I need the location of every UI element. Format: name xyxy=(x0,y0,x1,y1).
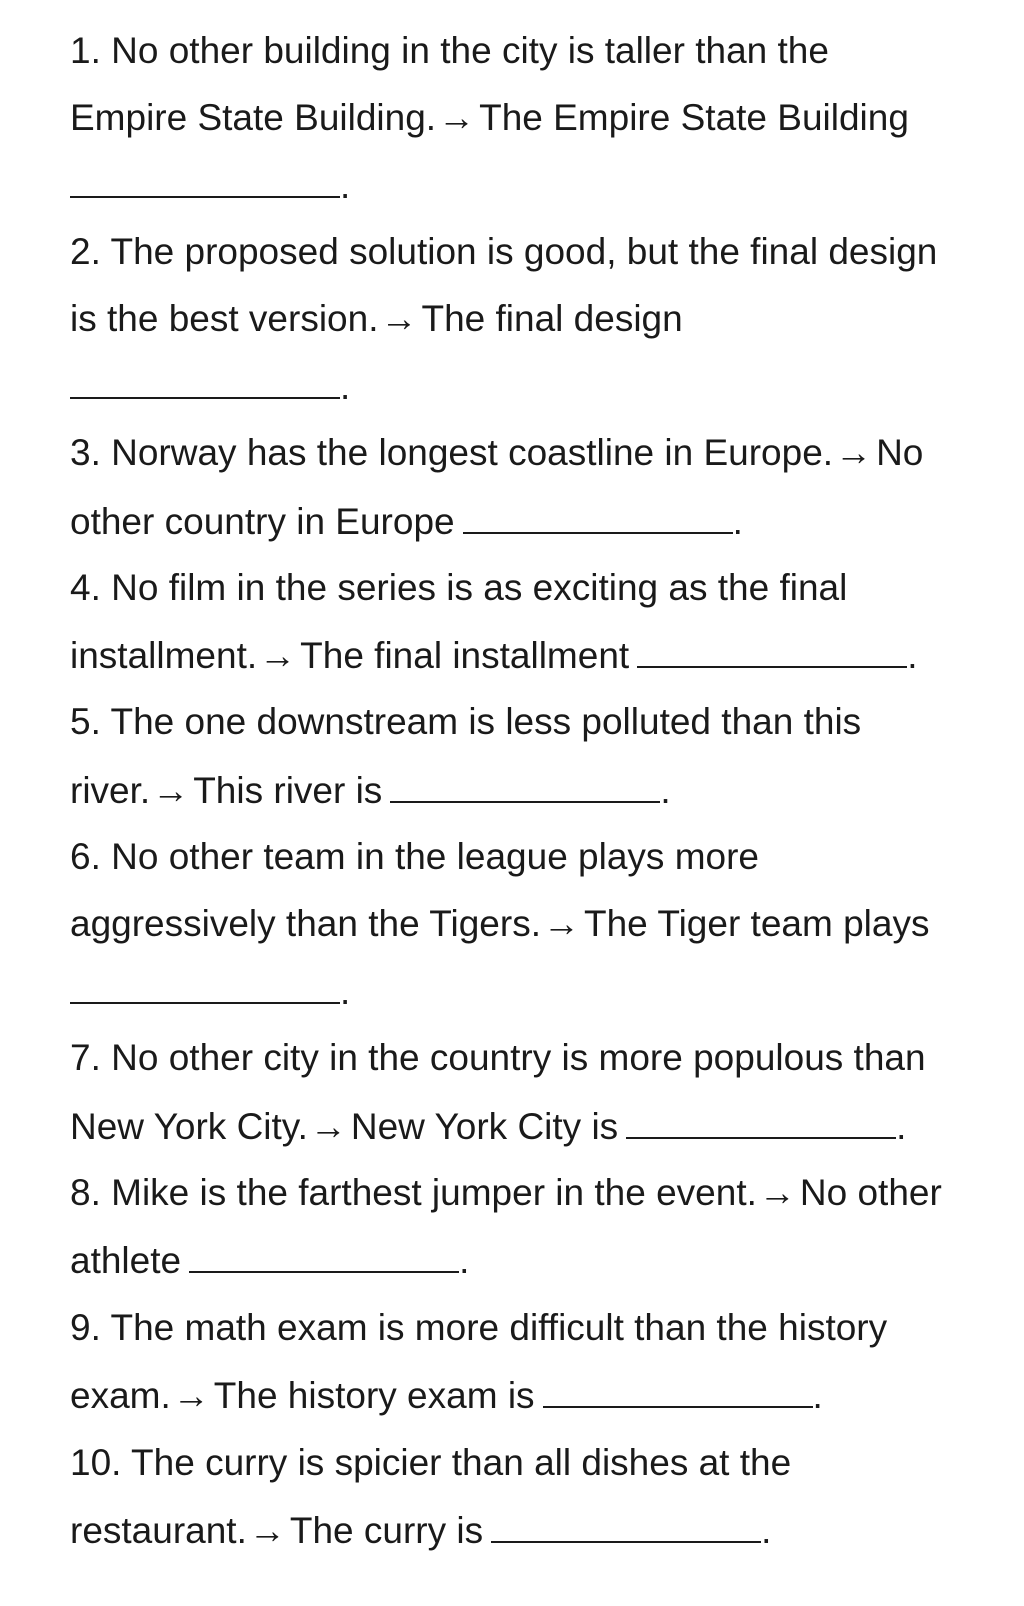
arrow-icon: → xyxy=(835,432,873,473)
item-9-line-1 xyxy=(70,1309,887,1346)
item-2-answer-start: The final design xyxy=(421,298,683,339)
item-5-prompt: river. xyxy=(70,770,151,811)
item-3-line-1 xyxy=(70,434,923,471)
item-1-answer-blank[interactable] xyxy=(70,166,340,198)
item-10-period: . xyxy=(761,1510,772,1551)
item-6-answer-start: The Tiger team plays xyxy=(583,903,930,944)
item-1-prompt: Empire State Building. xyxy=(70,97,437,138)
item-1-text: 1. No other building in the city is taller than the xyxy=(70,30,829,71)
item-9-answer-blank[interactable] xyxy=(543,1376,813,1408)
item-3-line-2 xyxy=(70,502,743,540)
arrow-icon: → xyxy=(248,1510,286,1551)
item-9-period: . xyxy=(812,1375,823,1416)
item-6-text: 6. No other team in the league plays more xyxy=(70,836,759,877)
item-6-prompt: aggressively than the Tigers. xyxy=(70,903,541,944)
item-10-answer-start: The curry is xyxy=(289,1510,484,1551)
item-4-answer-start: The final installment xyxy=(300,635,630,676)
item-10-prompt: restaurant. xyxy=(70,1510,247,1551)
item-3-answer-blank[interactable] xyxy=(463,502,733,534)
item-4-text: 4. No film in the series is as exciting as the final xyxy=(70,567,848,608)
arrow-icon: → xyxy=(259,635,297,676)
item-5-line-2 xyxy=(70,771,671,809)
item-9-prompt: exam. xyxy=(70,1375,171,1416)
item-7-period: . xyxy=(896,1106,907,1147)
arrow-icon: → xyxy=(438,97,476,138)
item-5-period: . xyxy=(660,770,671,811)
arrow-icon: → xyxy=(380,298,418,339)
item-10-line-1 xyxy=(70,1444,791,1481)
item-5-line-1 xyxy=(70,703,861,740)
item-7-line-1 xyxy=(70,1039,926,1076)
item-5-answer-blank[interactable] xyxy=(390,771,660,803)
item-8-text: 8. Mike is the farthest jumper in the event. xyxy=(70,1172,757,1213)
item-8-line-2 xyxy=(70,1241,469,1279)
item-8-answer-cont: athlete xyxy=(70,1240,182,1281)
item-3-text: 3. Norway has the longest coastline in Europe. xyxy=(70,432,834,473)
item-7-prompt: New York City. xyxy=(70,1106,308,1147)
item-8-answer-start: No other xyxy=(799,1172,942,1213)
item-9-answer-start: The history exam is xyxy=(213,1375,535,1416)
item-1-line-2 xyxy=(70,99,909,136)
arrow-icon: → xyxy=(309,1106,347,1147)
item-2-line-1 xyxy=(70,233,937,270)
item-4-answer-blank[interactable] xyxy=(637,636,907,668)
arrow-icon: → xyxy=(152,770,190,811)
item-1-line-1 xyxy=(70,32,829,69)
item-2-text: 2. The proposed solution is good, but the final design xyxy=(70,231,938,272)
item-7-answer-blank[interactable] xyxy=(626,1107,896,1139)
item-2-period: . xyxy=(340,366,351,407)
item-4-prompt: installment. xyxy=(70,635,258,676)
item-3-period: . xyxy=(732,501,743,542)
item-1-line-3 xyxy=(70,166,350,204)
item-1-period: . xyxy=(340,165,351,206)
item-4-line-2 xyxy=(70,636,917,674)
item-2-line-3 xyxy=(70,367,350,405)
item-6-answer-blank[interactable] xyxy=(70,972,340,1004)
item-6-line-3 xyxy=(70,972,350,1010)
item-8-line-1 xyxy=(70,1174,942,1211)
arrow-icon: → xyxy=(758,1172,796,1213)
item-1-answer-start: The Empire State Building xyxy=(479,97,909,138)
item-10-line-2 xyxy=(70,1511,771,1549)
item-2-prompt: is the best version. xyxy=(70,298,379,339)
item-6-line-1 xyxy=(70,838,759,875)
item-2-line-2 xyxy=(70,300,683,337)
item-8-period: . xyxy=(459,1240,470,1281)
arrow-icon: → xyxy=(542,903,580,944)
item-7-line-2 xyxy=(70,1107,906,1145)
arrow-icon: → xyxy=(172,1375,210,1416)
item-5-text: 5. The one downstream is less polluted than this xyxy=(70,701,862,742)
item-6-period: . xyxy=(340,971,351,1012)
item-3-answer-start: No xyxy=(876,432,924,473)
item-10-text: 10. The curry is spicier than all dishes at the xyxy=(70,1442,792,1483)
item-7-text: 7. No other city in the country is more populous than xyxy=(70,1037,926,1078)
item-4-period: . xyxy=(907,635,918,676)
item-5-answer-start: This river is xyxy=(193,770,383,811)
item-4-line-1 xyxy=(70,569,847,606)
item-2-answer-blank[interactable] xyxy=(70,367,340,399)
item-8-answer-blank[interactable] xyxy=(189,1241,459,1273)
item-10-answer-blank[interactable] xyxy=(491,1511,761,1543)
item-9-text: 9. The math exam is more difficult than the history xyxy=(70,1307,888,1348)
item-7-answer-start: New York City is xyxy=(350,1106,619,1147)
item-3-answer-cont: other country in Europe xyxy=(70,501,455,542)
item-6-line-2 xyxy=(70,905,929,942)
item-9-line-2 xyxy=(70,1376,823,1414)
